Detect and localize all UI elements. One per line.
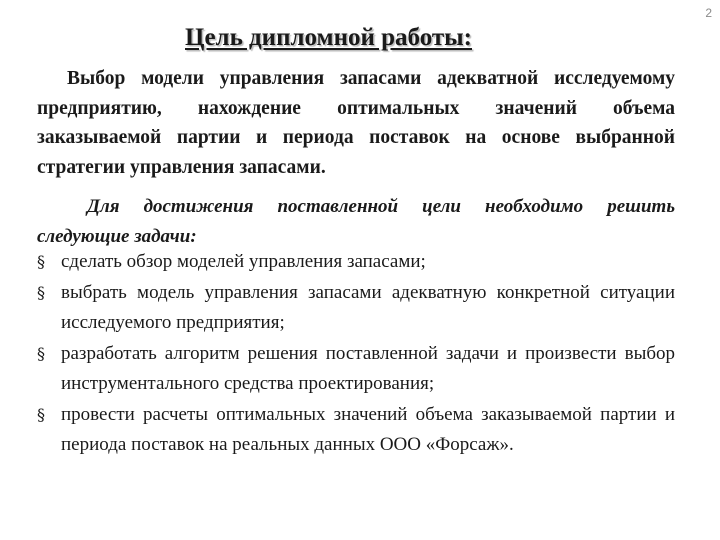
task-item (37, 247, 675, 278)
slide-number: 2 (705, 6, 712, 20)
tasks-intro: Для достижения поставленной цели необходимо решить следующие задачи: (37, 196, 675, 247)
task-text: разработать алгоритм решения поставленной задачи и произвести выбор инструментального средства проектирования; (61, 342, 675, 394)
goal-paragraph: Выбор модели управления запасами адекватной исследуемому предприятию, нахождение оптимальных значений объема заказываемой партии и периода поставок на основе выбранной стратегии управления запасами. (37, 68, 675, 178)
bullet-icon: § (37, 343, 45, 363)
task-list (37, 247, 675, 461)
slide-title: Цель дипломной работы: (185, 24, 472, 51)
task-item (37, 278, 675, 339)
task-item (37, 339, 675, 400)
bullet-icon: § (37, 252, 45, 271)
task-text: сделать обзор моделей управления запасами; (61, 251, 426, 272)
bullet-icon: § (37, 282, 45, 302)
bullet-icon: § (37, 404, 45, 424)
task-text: провести расчеты оптимальных значений объема заказываемой партии и периода поставок на реальных данных ООО «Форсаж». (61, 403, 675, 455)
task-text: выбрать модель управления запасами адекватную конкретной ситуации исследуемого предприятия; (61, 281, 675, 333)
task-item (37, 400, 675, 461)
